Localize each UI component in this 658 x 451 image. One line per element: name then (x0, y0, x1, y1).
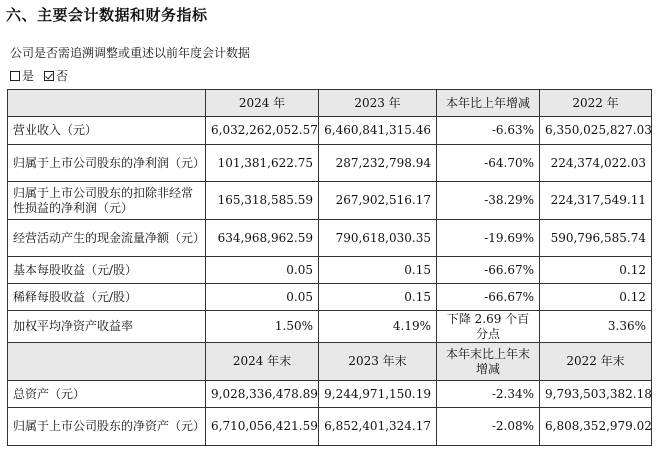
value-2023-end: 6,852,401,324.17 (319, 408, 437, 446)
value-2024: 0.05 (206, 257, 319, 284)
table-row (8, 257, 652, 284)
value-2022: 6,350,025,827.03 (540, 117, 652, 145)
checkbox-no[interactable] (44, 71, 54, 81)
row-label: 营业收入（元） (8, 117, 206, 145)
table2-header-row (8, 343, 652, 381)
table-row (8, 182, 652, 220)
value-2023-end: 9,244,971,150.19 (319, 381, 437, 408)
value-2023: 790,618,030.35 (319, 220, 437, 257)
value-2022: 590,796,585.74 (540, 220, 652, 257)
table-row (8, 311, 652, 343)
header-cell: 2022 年末 (540, 343, 652, 381)
value-2024-end: 6,710,056,421.59 (206, 408, 319, 446)
value-2023: 6,460,841,315.46 (319, 117, 437, 145)
value-change (437, 311, 540, 343)
value-change: -64.70% (437, 145, 540, 182)
checkbox-yes[interactable] (10, 71, 20, 81)
value-2024: 165,318,585.59 (206, 182, 319, 220)
value-2023: 0.15 (319, 284, 437, 311)
header-cell: 2024 年末 (206, 343, 319, 381)
header-cell: 本年比上年增减 (437, 90, 540, 117)
value-change: -38.29% (437, 182, 540, 220)
row-label: 经营活动产生的现金流量净额（元） (8, 220, 206, 257)
row-label: 总资产（元） (8, 381, 206, 408)
section-heading: 六、主要会计数据和财务指标 (6, 6, 208, 24)
value-2022: 224,317,549.11 (540, 182, 652, 220)
header-blank-cell (8, 90, 206, 117)
value-2024: 6,032,262,052.57 (206, 117, 319, 145)
header-cell: 2023 年 (319, 90, 437, 117)
table-row (8, 145, 652, 182)
value-2024: 1.50% (206, 311, 319, 343)
value-2022-end: 9,793,503,382.18 (540, 381, 652, 408)
value-2024: 0.05 (206, 284, 319, 311)
table-row (8, 381, 652, 408)
value-change: -19.69% (437, 220, 540, 257)
value-2023: 267,902,516.17 (319, 182, 437, 220)
restatement-options (10, 67, 78, 84)
table1-header-row (8, 90, 652, 117)
header-blank-cell (8, 343, 206, 381)
value-2024-end: 9,028,336,478.89 (206, 381, 319, 408)
value-2023: 4.19% (319, 311, 437, 343)
header-cell: 2024 年 (206, 90, 319, 117)
option-no-label: 否 (56, 69, 69, 83)
value-2023: 287,232,798.94 (319, 145, 437, 182)
value-2024: 634,968,962.59 (206, 220, 319, 257)
option-yes-label: 是 (22, 69, 35, 83)
row-label: 基本每股收益（元/股） (8, 257, 206, 284)
row-label: 加权平均净资产收益率 (8, 311, 206, 343)
value-change: -2.34% (437, 381, 540, 408)
table-row (8, 284, 652, 311)
header-cell: 本年末比上年末增减 (437, 343, 540, 381)
row-label: 归属于上市公司股东的扣除非经常性损益的净利润（元） (8, 182, 206, 220)
row-label: 归属于上市公司股东的净资产（元） (8, 408, 206, 446)
value-change: -66.67% (437, 257, 540, 284)
value-2023: 0.15 (319, 257, 437, 284)
financial-indicators-table (7, 89, 652, 446)
value-change-text: 下降 2.69 个百分点 (446, 311, 530, 341)
value-change: -6.63% (437, 117, 540, 145)
restatement-question: 公司是否需追溯调整或重述以前年度会计数据 (10, 46, 251, 60)
value-2022-end: 6,808,352,979.02 (540, 408, 652, 446)
table-row (8, 408, 652, 446)
row-label: 归属于上市公司股东的净利润（元） (8, 145, 206, 182)
value-2022: 3.36% (540, 311, 652, 343)
value-2024: 101,381,622.75 (206, 145, 319, 182)
table-row (8, 220, 652, 257)
value-change: -66.67% (437, 284, 540, 311)
value-change: -2.08% (437, 408, 540, 446)
header-cell: 2023 年末 (319, 343, 437, 381)
header-cell: 2022 年 (540, 90, 652, 117)
table-row (8, 117, 652, 145)
value-2022: 0.12 (540, 257, 652, 284)
value-2022: 224,374,022.03 (540, 145, 652, 182)
row-label: 稀释每股收益（元/股） (8, 284, 206, 311)
value-2022: 0.12 (540, 284, 652, 311)
